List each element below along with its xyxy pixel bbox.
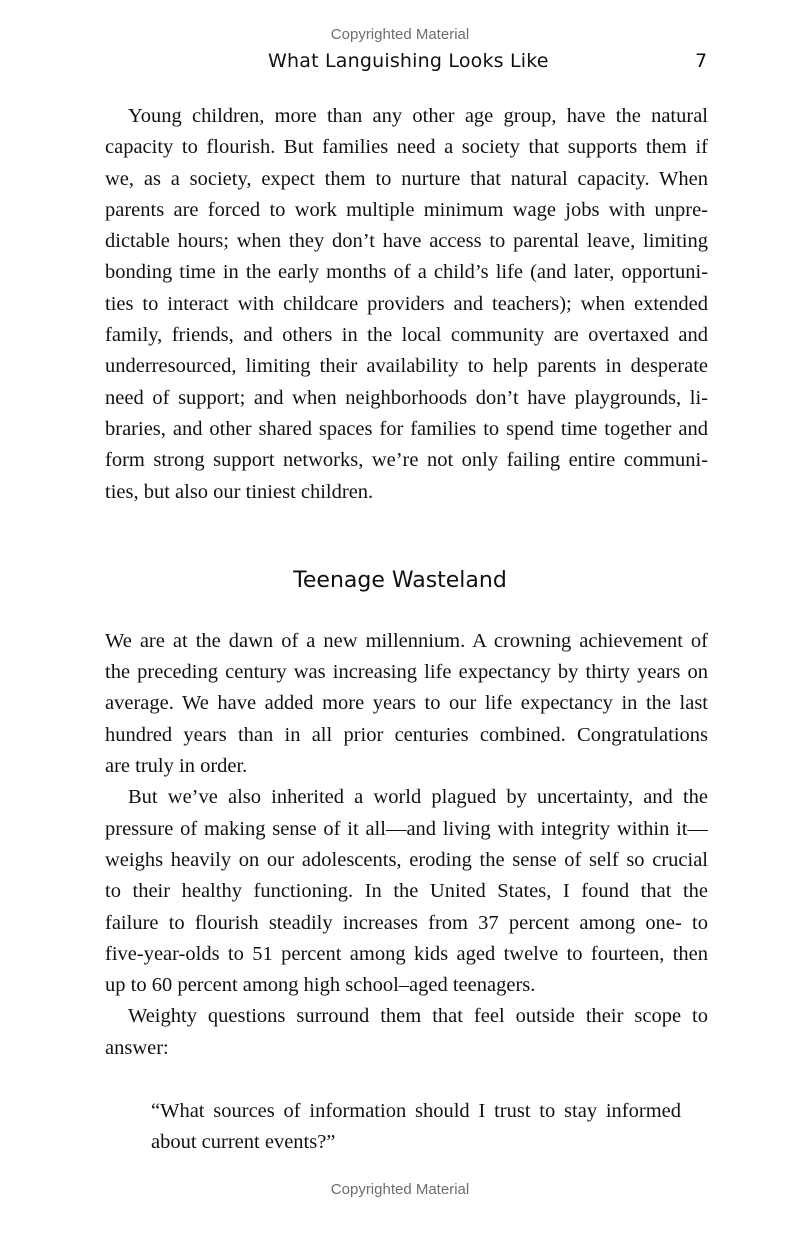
section-heading: Teenage Wasteland [293,567,507,593]
paragraph-weighty-questions [105,1001,708,1064]
text-line: family, friends, and others in the local community are overtaxed and [105,324,708,347]
text-line: need of support; and when neighborhoods don’t have playgrounds, li- [105,386,708,409]
running-head: What Languishing Looks Like [268,50,549,72]
quote-line: “What sources of information should I trust to stay informed [151,1100,681,1123]
text-line: ties, but also our tiniest children. [105,480,374,503]
text-line: the preceding century was increasing life expectancy by thirty years on [105,661,708,684]
page-number: 7 [695,50,708,72]
copyright-watermark-top: Copyrighted Material [330,26,470,43]
text-line: bonding time in the early months of a child’s life (and later, opportuni- [105,261,708,284]
text-line: weighs heavily on our adolescents, eroding the sense of self so crucial [105,848,708,871]
paragraph-young-children [105,101,708,508]
text-line: pressure of making sense of it all—and living with integrity within it— [105,817,708,840]
text-line: we, as a society, expect them to nurture that natural capacity. When [105,167,708,190]
text-line: Weighty questions surround them that feel outside their scope to [128,1005,708,1028]
text-line: failure to flourish steadily increases from 37 percent among one- to [105,911,708,934]
text-line: underresourced, limiting their availability to help parents in desperate [105,355,708,378]
text-line: form strong support networks, we’re not only failing entire communi- [105,449,708,472]
text-line: braries, and other shared spaces for families to spend time together and [105,417,708,440]
text-line: answer: [105,1036,169,1059]
text-line: average. We have added more years to our life expectancy in the last [105,692,708,715]
text-line: parents are forced to work multiple minimum wage jobs with unpre- [105,198,708,221]
quote-line: about current events?” [151,1131,336,1154]
text-line: Young children, more than any other age group, have the natural [128,105,708,127]
text-line: to their healthy functioning. In the United States, I found that the [105,880,708,903]
text-line: capacity to flourish. But families need a society that supports them if [105,136,708,159]
text-line: But we’ve also inherited a world plagued by uncertainty, and the [128,786,708,809]
text-line: five-year-olds to 51 percent among kids aged twelve to fourteen, then [105,942,708,965]
block-quote [151,1096,681,1159]
text-line: hundred years than in all prior centuries combined. Congratulations [105,723,708,746]
text-line: dictable hours; when they don’t have access to parental leave, limiting [105,230,708,253]
paragraph-new-millennium [105,626,708,782]
copyright-watermark-bottom: Copyrighted Material [330,1180,470,1198]
text-line: We are at the dawn of a new millennium. A crowning achievement of [105,629,708,652]
page-body [105,101,708,1159]
paragraph-uncertainty [105,782,708,1001]
page-header [0,48,800,74]
text-line: are truly in order. [105,755,248,778]
text-line: up to 60 percent among high school–aged teenagers. [105,974,536,997]
text-line: ties to interact with childcare providers and teachers); when extended [105,292,708,315]
